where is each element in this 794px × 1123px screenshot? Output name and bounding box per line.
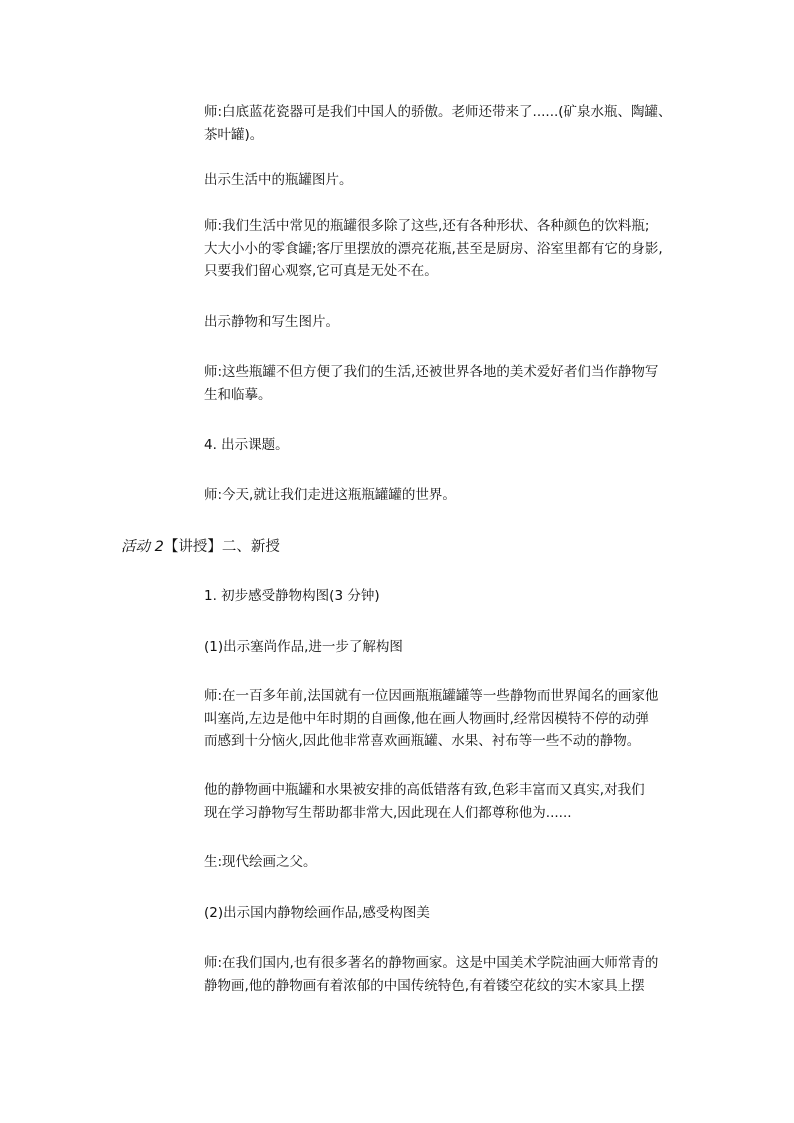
text-line: 1. 初步感受静物构图(3 分钟) [204,588,380,604]
paragraph-8 [204,585,690,608]
text-line: 生:现代绘画之父。 [204,854,317,870]
paragraph-6 [204,434,690,457]
paragraph-9 [204,636,690,659]
paragraph-14 [204,952,690,997]
paragraph-3 [204,215,690,283]
paragraph-5 [204,361,690,406]
paragraph-7 [204,484,690,507]
section-heading [121,536,280,558]
text-line: 静物画,他的静物画有着浓郁的中国传统特色,有着镂空花纹的实木家具上摆 [204,977,645,994]
text-line: 而感到十分恼火,因此他非常喜欢画瓶罐、水果、衬布等一些不动的静物。 [204,733,641,749]
paragraph-4 [204,311,690,334]
text-line: 茶叶罐)。 [204,126,264,143]
text-line: 师:在我们国内,也有很多著名的静物画家。这是中国美术学院油画大师常青的 [204,955,659,971]
paragraph-10 [204,685,690,753]
heading-text: 【讲授】二、新授 [163,539,280,555]
text-line: 师:白底蓝花瓷器可是我们中国人的骄傲。老师还带来了......(矿泉水瓶、陶罐、 [204,104,672,120]
text-line: (2)出示国内静物绘画作品,感受构图美 [204,905,430,921]
text-line: 现在学习静物写生帮助都非常大,因此现在人们都尊称他为...... [204,804,572,821]
text-line: 出示生活中的瓶罐图片。 [204,172,353,188]
text-line: 4. 出示课题。 [204,437,289,453]
paragraph-11 [204,779,690,824]
text-line: 他的静物画中瓶罐和水果被安排的高低错落有致,色彩丰富而又真实,对我们 [204,782,645,798]
text-line: 师:在一百多年前,法国就有一位因画瓶瓶罐罐等一些静物而世界闻名的画家他 [204,688,659,704]
text-line: 师:今天,就让我们走进这瓶瓶罐罐的世界。 [204,487,456,503]
paragraph-1 [204,101,690,146]
text-line: 师:我们生活中常见的瓶罐很多除了这些,还有各种形状、各种颜色的饮料瓶; [204,218,650,234]
paragraph-13 [204,902,690,925]
activity-label: 活动 2 [121,539,164,555]
text-line: 只要我们留心观察,它可真是无处不在。 [204,263,438,279]
paragraph-2 [204,169,690,192]
paragraph-12 [204,851,690,874]
text-line: 大大小小的零食罐;客厅里摆放的漂亮花瓶,甚至是厨房、浴室里都有它的身影, [204,240,663,257]
text-line: 叫塞尚,左边是他中年时期的自画像,他在画人物画时,经常因模特不停的动弹 [204,710,649,727]
text-line: (1)出示塞尚作品,进一步了解构图 [204,639,403,655]
text-line: 生和临摹。 [204,386,272,403]
text-line: 师:这些瓶罐不但方便了我们的生活,还被世界各地的美术爱好者们当作静物写 [204,364,659,380]
text-line: 出示静物和写生图片。 [204,314,339,330]
